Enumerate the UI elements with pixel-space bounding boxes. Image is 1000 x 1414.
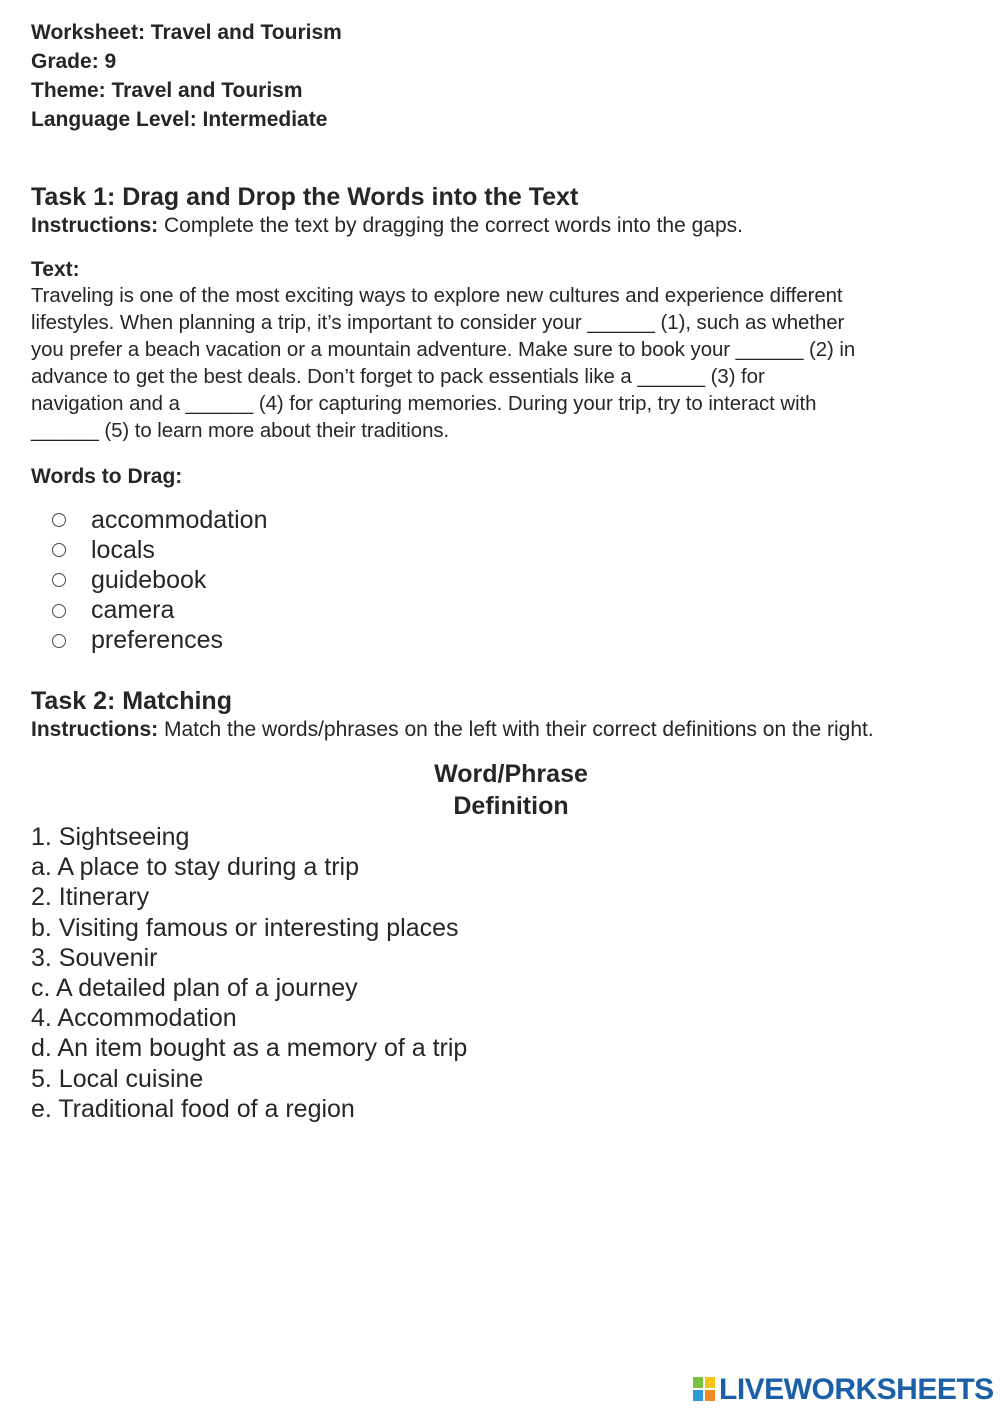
- matching-item[interactable]: 5. Local cuisine: [31, 1064, 204, 1093]
- task1-title: Task 1: Drag and Drop the Words into the Text: [31, 183, 579, 211]
- passage-line: you prefer a beach vacation or a mountain adventure. Make sure to book your ______ (2) in: [31, 339, 856, 361]
- drag-word[interactable]: [31, 596, 991, 626]
- gap-fill-passage: [31, 283, 991, 445]
- task2-section: [31, 686, 991, 1124]
- worksheet-title: Worksheet: Travel and Tourism: [31, 21, 342, 44]
- worksheet-page: [31, 18, 991, 1124]
- drag-word-label: camera: [91, 596, 175, 625]
- drag-word-label: guidebook: [91, 565, 207, 594]
- passage-line: advance to get the best deals. Don’t forget to pack essentials like a ______ (3) for: [31, 366, 765, 388]
- passage-line: lifestyles. When planning a trip, it’s important to consider your ______ (1), such as whether: [31, 312, 845, 334]
- worksheet-meta: [31, 18, 991, 134]
- task1-instructions: [31, 212, 991, 240]
- column-heading-definition: Definition: [453, 791, 569, 820]
- column-heading-word: Word/Phrase: [434, 759, 588, 788]
- theme-line: Theme: Travel and Tourism: [31, 79, 303, 102]
- task2-title: Task 2: Matching: [31, 686, 232, 715]
- circle-bullet-icon: [52, 513, 66, 527]
- matching-item[interactable]: c. A detailed plan of a journey: [31, 973, 358, 1002]
- drag-word-label: preferences: [91, 626, 224, 655]
- matching-item[interactable]: 3. Souvenir: [31, 943, 158, 972]
- task1-instr-text: Complete the text by dragging the correct words into the gaps.: [158, 214, 743, 237]
- circle-bullet-icon: [52, 573, 66, 587]
- liveworksheets-logo: [693, 1374, 994, 1406]
- task1-instr-label: Instructions:: [31, 214, 159, 237]
- drag-word-list: [31, 505, 991, 656]
- liveworksheets-logo-text: LIVEWORKSHEETS: [719, 1373, 994, 1406]
- passage-line: ______ (5) to learn more about their traditions.: [31, 420, 450, 442]
- task2-instr-label: Instructions:: [31, 717, 159, 741]
- circle-bullet-icon: [52, 543, 66, 557]
- liveworksheets-mark-icon: [693, 1377, 717, 1403]
- drag-word-label: locals: [91, 535, 155, 564]
- matching-item[interactable]: 2. Itinerary: [31, 883, 150, 912]
- drag-word[interactable]: [31, 505, 991, 535]
- matching-item[interactable]: e. Traditional food of a region: [31, 1094, 355, 1123]
- passage-line: Traveling is one of the most exciting ways to explore new cultures and experience different: [31, 285, 843, 307]
- drag-word[interactable]: [31, 626, 991, 656]
- drag-word[interactable]: [31, 535, 991, 565]
- matching-item[interactable]: 1. Sightseeing: [31, 822, 190, 851]
- circle-bullet-icon: [52, 604, 66, 618]
- circle-bullet-icon: [52, 634, 66, 648]
- level-line: Language Level: Intermediate: [31, 108, 328, 131]
- grade-line: Grade: 9: [31, 50, 117, 73]
- passage-line: navigation and a ______ (4) for capturing memories. During your trip, try to interact with: [31, 393, 817, 415]
- matching-list: [31, 822, 991, 1124]
- matching-item[interactable]: 4. Accommodation: [31, 1004, 237, 1033]
- matching-item[interactable]: d. An item bought as a memory of a trip: [31, 1034, 468, 1063]
- task2-instr-text: Match the words/phrases on the left with their correct definitions on the right.: [158, 717, 874, 741]
- drag-word[interactable]: [31, 565, 991, 595]
- task2-instructions: [31, 716, 991, 744]
- words-to-drag-label: Words to Drag:: [31, 465, 183, 488]
- matching-item[interactable]: b. Visiting famous or interesting places: [31, 913, 459, 942]
- drag-word-label: accommodation: [91, 505, 268, 534]
- task1-section: [31, 182, 991, 656]
- text-label: Text:: [31, 258, 80, 281]
- matching-item[interactable]: a. A place to stay during a trip: [31, 853, 359, 882]
